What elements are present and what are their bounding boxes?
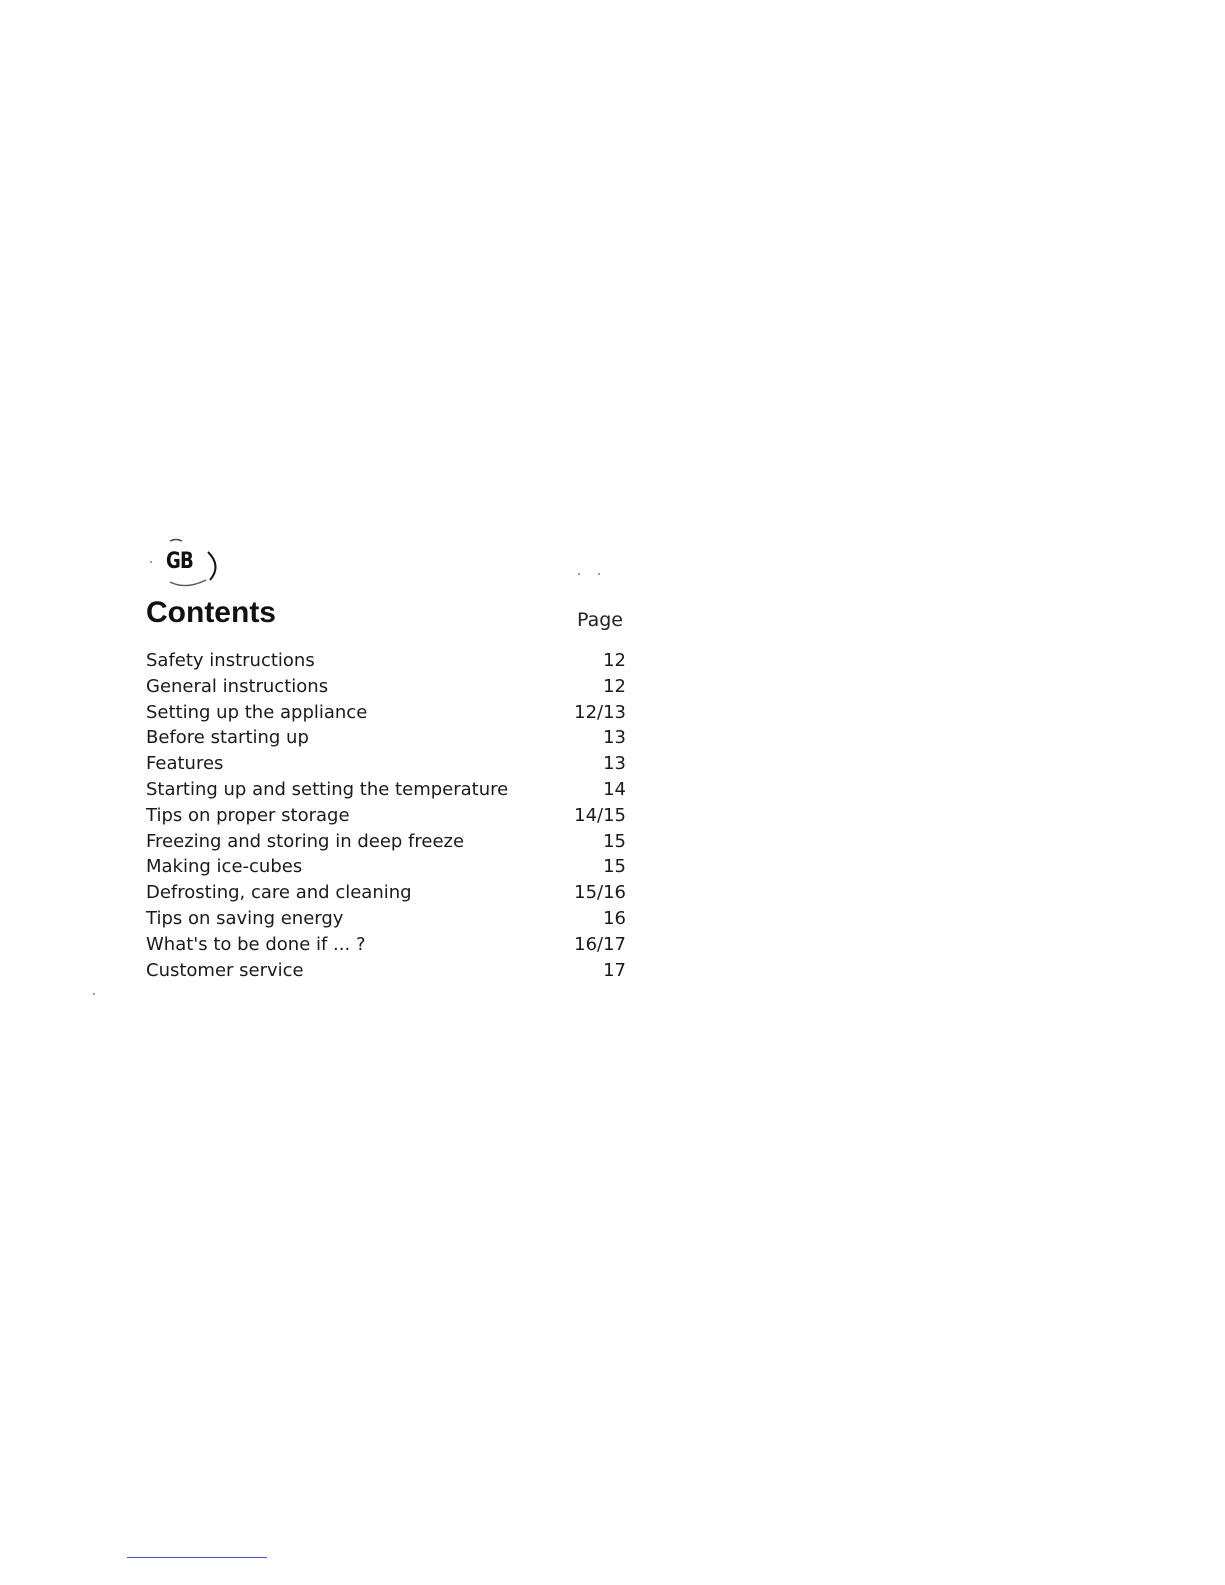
page-column-label: Page: [577, 609, 623, 631]
contents-heading: Contents: [146, 596, 276, 629]
toc-entry: [146, 880, 626, 906]
print-speck: [93, 993, 95, 995]
toc-entry: [146, 751, 626, 777]
toc-entry-page: 15/16: [574, 882, 626, 904]
toc-entry: [146, 958, 626, 984]
toc-entry-title: Customer service: [146, 959, 304, 981]
toc-entry: [146, 803, 626, 829]
print-speck: [578, 573, 580, 575]
badge-label: GB: [166, 549, 193, 574]
toc-entry-page: 16/17: [574, 933, 626, 955]
print-speck: [598, 573, 600, 575]
toc-entry-title: Setting up the appliance: [146, 701, 368, 723]
toc-entry-page: 14/15: [574, 804, 626, 826]
toc-entry-page: 13: [603, 753, 626, 775]
toc-entry-page: 13: [603, 727, 626, 749]
toc-entry-page: 14: [603, 778, 626, 800]
toc-entry-title: Safety instructions: [146, 650, 315, 671]
toc-entry: [146, 700, 626, 726]
toc-entry: [146, 854, 626, 880]
toc-entry: [146, 932, 626, 958]
toc-entry-title: Features: [146, 753, 224, 775]
toc-entry-title: What's to be done if ... ?: [146, 933, 366, 955]
toc-entry-title: General instructions: [146, 675, 329, 697]
toc-entry-page: 17: [603, 959, 626, 981]
toc-entry-title: Defrosting, care and cleaning: [146, 882, 412, 904]
toc-entry-page: 15: [603, 830, 626, 852]
toc-entry: [146, 725, 626, 751]
toc-entry: [146, 777, 626, 803]
toc-entry: [146, 648, 626, 674]
table-of-contents: [146, 648, 626, 983]
toc-entry-title: Making ice-cubes: [146, 856, 303, 878]
toc-entry-title: Starting up and setting the temperature: [146, 778, 509, 800]
footer-rule: [127, 1557, 267, 1558]
toc-entry-page: 12: [603, 675, 626, 697]
toc-entry-page: 12/13: [574, 701, 626, 723]
toc-entry-title: Tips on saving energy: [146, 907, 344, 929]
toc-entry-page: 16: [603, 907, 626, 929]
toc-entry-title: Before starting up: [146, 727, 309, 749]
toc-entry-title: Tips on proper storage: [146, 804, 350, 826]
toc-entry-page: 15: [603, 856, 626, 878]
toc-entry: [146, 829, 626, 855]
toc-entry-title: Freezing and storing in deep freeze: [146, 830, 465, 852]
toc-entry: [146, 906, 626, 932]
toc-entry-page: 12: [603, 650, 626, 671]
toc-entry: [146, 674, 626, 700]
